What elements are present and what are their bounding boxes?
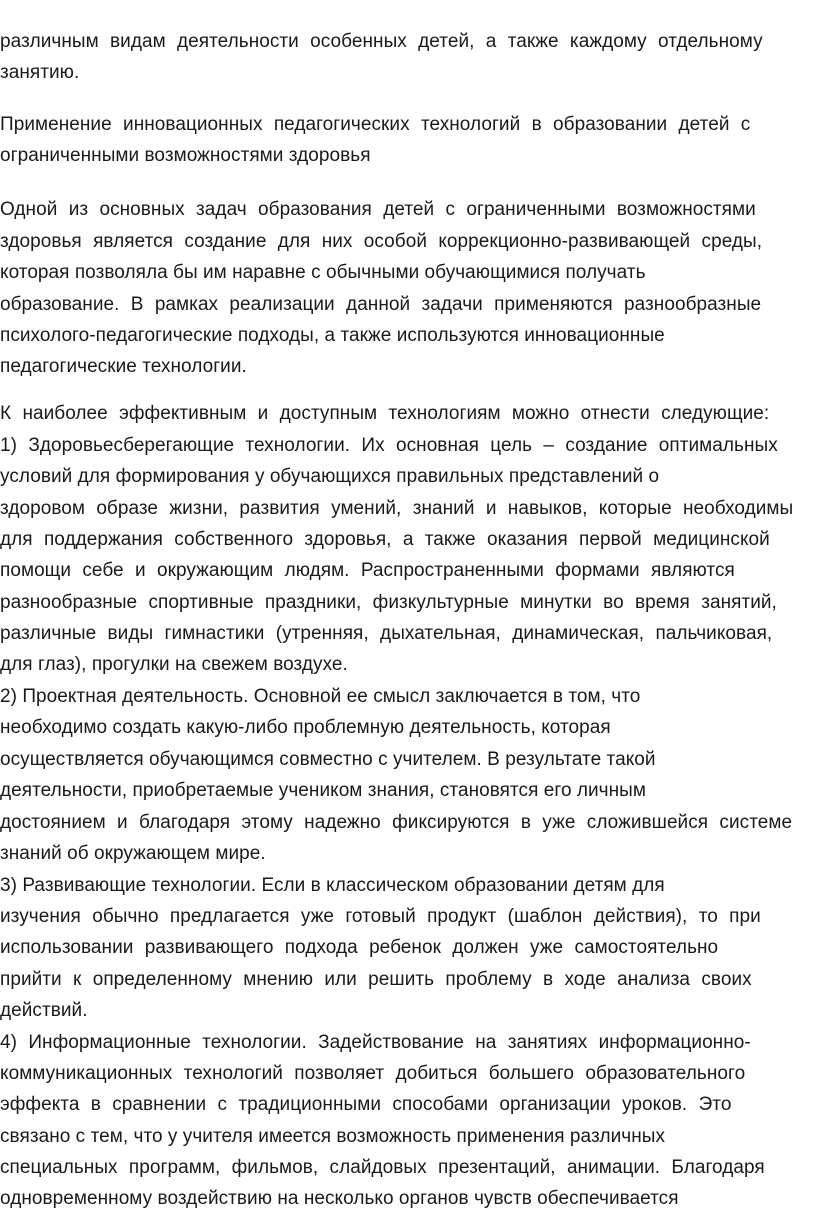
text-line: знаний об окружающем мире. [0, 843, 266, 864]
text-line: изучения обычно предлагается уже готовый продукт (шаблон действия), то при [0, 906, 761, 927]
text-line: для глаз), прогулки на свежем воздухе. [0, 654, 348, 675]
text-line: Применение инновационных педагогических технологий в образовании детей с [0, 114, 751, 135]
text-line: Одной из основных задач образования детей с ограниченными возможностями [0, 199, 756, 220]
text-line: деятельности, приобретаемые учеником знания, становятся его личным [0, 780, 646, 801]
text-line: 1) Здоровьесберегающие технологии. Их основная цель – создание оптимальных [0, 435, 778, 456]
text-line: здоровья является создание для них особой коррекционно-развивающей среды, [0, 231, 763, 252]
text-line: образование. В рамках реализации данной задачи применяются разнообразные [0, 294, 762, 315]
text-line: условий для формирования у обучающихся правильных представлений о [0, 466, 660, 487]
text-line: психолого-педагогические подходы, а также используются инновационные [0, 325, 665, 346]
text-line: ограниченными возможностями здоровья [0, 145, 371, 166]
text-line: различные виды гимнастики (утренняя, дыхательная, динамическая, пальчиковая, [0, 623, 773, 644]
text-line: необходимо создать какую-либо проблемную деятельность, которая [0, 717, 611, 738]
text-line: связано с тем, что у учителя имеется возможность применения различных [0, 1126, 666, 1147]
text-line: для поддержания собственного здоровья, а также оказания первой медицинской [0, 529, 770, 550]
text-line: различным видам деятельности особенных детей, а также каждому отдельному [0, 31, 763, 52]
text-line: здоровом образе жизни, развития умений, знаний и навыков, которые необходимы [0, 498, 794, 519]
text-line: 4) Информационные технологии. Задействование на занятиях информационно- [0, 1032, 751, 1053]
text-line: 2) Проектная деятельность. Основной ее смысл заключается в том, что [0, 686, 641, 707]
text-line: К наиболее эффективным и доступным технологиям можно отнести следующие: [0, 403, 770, 424]
text-line: которая позволяла бы им наравне с обычными обучающимися получать [0, 262, 646, 283]
text-line: действий. [0, 1000, 88, 1021]
text-line: занятию. [0, 62, 80, 83]
text-line: помощи себе и окружающим людям. Распространенными формами являются [0, 560, 735, 581]
text-line: использовании развивающего подхода ребенок должен уже самостоятельно [0, 937, 719, 958]
text-line: коммуникационных технологий позволяет добиться большего образовательного [0, 1063, 746, 1084]
text-line: прийти к определенному мнению или решить проблему в ходе анализа своих [0, 969, 752, 990]
text-line: одновременному воздействию на несколько органов чувств обеспечивается [0, 1188, 679, 1209]
text-line: разнообразные спортивные праздники, физкультурные минутки во время занятий, [0, 592, 777, 613]
text-line: осуществляется обучающимся совместно с учителем. В результате такой [0, 749, 656, 770]
text-line: педагогические технологии. [0, 356, 247, 377]
text-line: эффекта в сравнении с традиционными способами организации уроков. Это [0, 1094, 732, 1115]
text-line: 3) Развивающие технологии. Если в классическом образовании детям для [0, 875, 665, 896]
text-line: достоянием и благодаря этому надежно фиксируются в уже сложившейся системе [0, 812, 793, 833]
text-line: специальных программ, фильмов, слайдовых презентаций, анимации. Благодаря [0, 1157, 765, 1178]
